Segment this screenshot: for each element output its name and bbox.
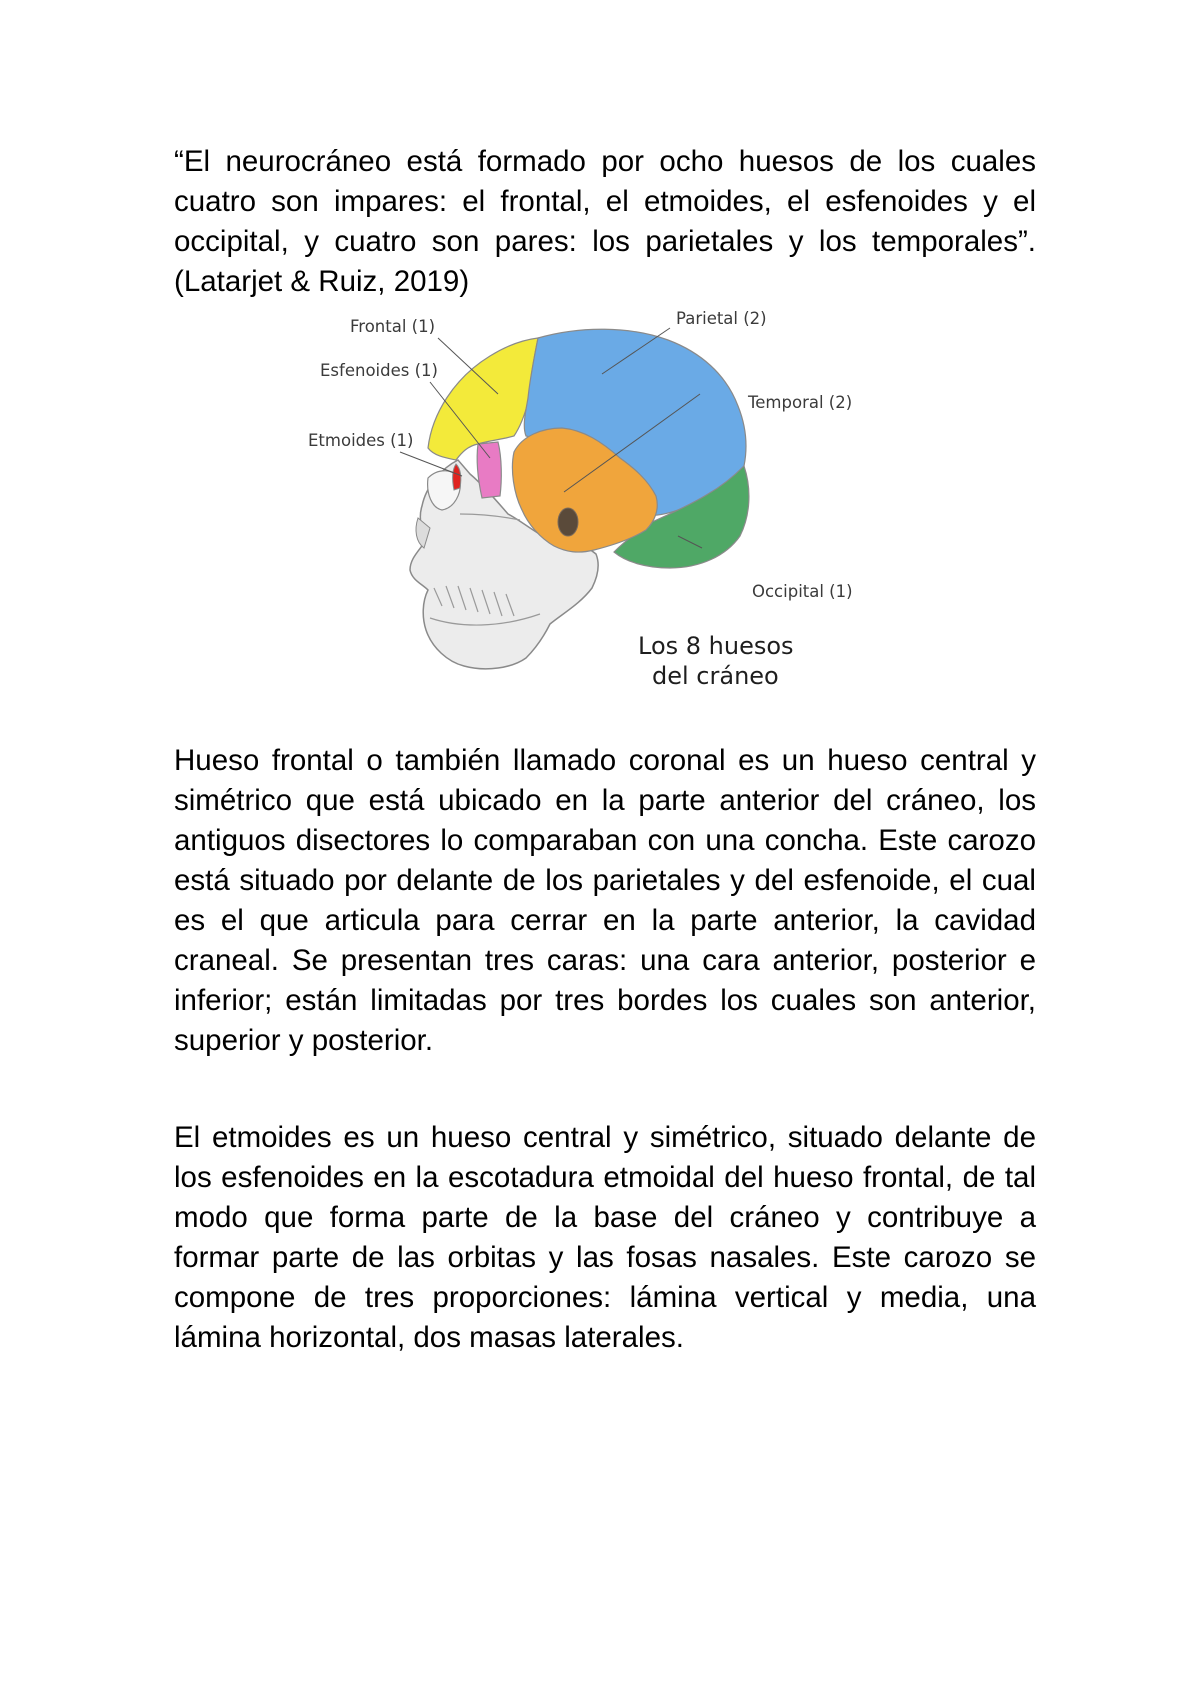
label-etmoides: Etmoides (1) (308, 431, 414, 450)
ear-canal (558, 508, 578, 536)
sphenoid-bone (477, 442, 501, 498)
caption-line-2: del cráneo (652, 662, 779, 690)
label-temporal: Temporal (2) (748, 393, 853, 412)
quote-paragraph: “El neurocráneo está formado por ocho huesos de los cuales cuatro son impares: el frontal, el etmoides, el esfenoides y el occipital, y cuatro son pares: los parietales y los temporales”. (Latarjet & Ruiz, 2019) (174, 145, 1036, 298)
skull-diagram (308, 309, 880, 708)
label-parietal: Parietal (2) (676, 309, 767, 328)
frontal-bone-paragraph: Hueso frontal o también llamado coronal es un hueso central y simétrico que está ubicado en la parte anterior del cráneo, los antiguos disectores lo comparaban con una concha. Este carozo está situado por delante de los parietales y del esfenoide, el cual es el que articula para cerrar en la parte anterior, la cavidad craneal. Se presentan tres caras: una cara anterior, posterior e inferior; están limitadas por tres bordes los cuales son anterior, superior y posterior. (174, 744, 1036, 1057)
label-frontal: Frontal (1) (350, 317, 436, 336)
caption-line-1: Los 8 huesos (638, 632, 794, 660)
skull-illustration (308, 309, 880, 708)
ethmoid-bone-paragraph: El etmoides es un hueso central y simétrico, situado delante de los esfenoides en la escotadura etmoidal del hueso frontal, de tal modo que forma parte de la base del cráneo y contribuye a formar parte de las orbitas y las fosas nasales. Este carozo se compone de tres proporciones: lámina vertical y media, una lámina horizontal, dos masas laterales. (174, 1121, 1036, 1354)
label-esfenoides: Esfenoides (1) (320, 361, 438, 380)
label-occipital: Occipital (1) (752, 582, 853, 601)
